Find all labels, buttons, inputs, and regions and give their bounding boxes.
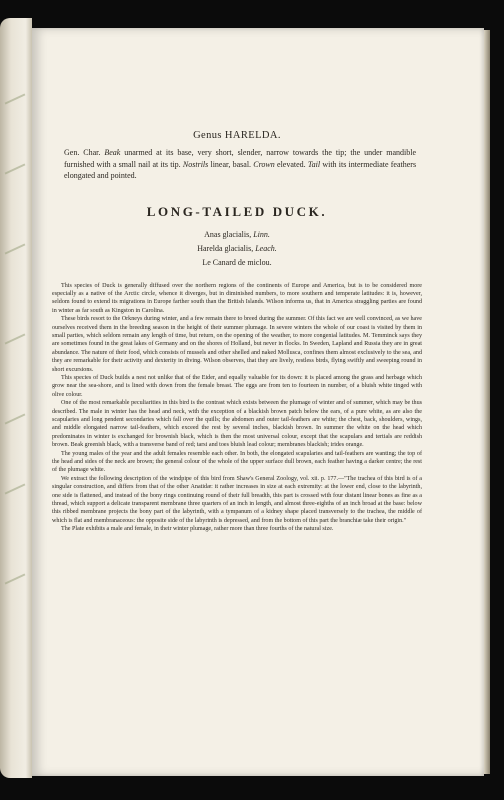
paragraph: The young males of the year and the adult females resemble each other. In both, the elongated scapularies and tail-feathers are wanting; the top of the head and sides of the neck are brown; the general colour of the whole of the upper surface dull brown, each feather having a darker centre; the rest of the plumage white. [52,450,422,474]
crown-text: elevated. [277,159,306,169]
paragraph: This species of Duck builds a nest not unlike that of the Eider, and equally valuable for its down: it is placed among the grass and herbage which grow near the sea-shore, and is lined with down from the female breast. The eggs are from ten to fourteen in number, of a bluish white tinged with olive colour. [52,374,422,398]
paragraph: One of the most remarkable peculiarities in this bird is the contrast which exists between the plumage of winter and of summer, which may be thus described. The male in winter has the head and neck, with the exception of a blackish brown patch below the ears, of a pure white, as are also the scapularies and long pendent secondaries which fall over the quills; the abdomen and outer tail-feathers are white; the chest, back, shoulders, wings, and middle elongated narrow tail-feathers, which exceed the rest by several inches, blackish brown. In summer the white on the head which predominates in winter is exchanged for brownish black, which is then the most universal colour, except that the scapulars and tertials are reddish brown. Beak greenish black, with a transverse band of red; tarsi and toes bluish lead colour; membranes blackish; irides orange. [52,400,422,449]
body-text [52,282,422,534]
synonym-author: Linn. [253,229,270,239]
paragraph: These birds resort to the Orkneys during winter, and a few remain there to breed during the summer. Of this fact we are well convinced, as we have ourselves received them in the breeding season in the height of their summer plumage. In severe winters the whole of our coast is visited by them in small parties, which seldom remain any length of time, but return, on the opening of the weather, to more congenial latitudes. M. Temminck says they are sometimes found in the great lakes of Germany and on the shores of Holland, but never in flocks. In Sweden, Lapland and Russia they are in great abundance. The nature of their food, which consists of mussels and other shelled and naked Mollusca, confines them almost exclusively to the sea, and they are remarkable for their activity and dexterity in diving. Wilson observes, that they are lively, restless birds, flying swiftly and sweeping round in short excursions. [52,316,422,373]
plant-illustration-fragment [5,413,26,424]
paragraph: We extract the following description of the windpipe of this bird from Shaw's General Zoology, vol. xii. p. 177.—"The trachea of this bird is of a singular construction, and differs from that of the other Anatidæ: it rather increases in size at each extremity: at the lower end, close to the labyrinth, one side is flattened, and instead of the bony rings continuing round of their full breadth, this part is crossed with four distant linear bones as fine as a thread, which support a delicate transparent membrane three quarters of an inch in length, and almost three-eighths of an inch broad at the base: below this ribbed membrane projects the bony part of the labyrinth, with a tympanum of a kidney shape placed transversely to the trachea, the middle of which is flat and membranaceous: the opposite side of the labyrinth is depressed, and from the bottom of this part the branchiæ take their origin." [52,475,422,524]
species-title: LONG-TAILED DUCK. [146,203,328,219]
genus-title: Genus HARELDA. [193,130,281,141]
beak-label: Beak [104,148,121,157]
crown-label: Crown [253,159,275,169]
tail-text: with its intermediate feathers elongated and pointed. [64,159,417,180]
paragraph: This species of Duck is generally diffused over the northern regions of the continents of Europe and America, but is to be considered more especially as a native of the Arctic circle, whence it diverges, but in diminished numbers, to more southern and temperate latitudes: it is, however, seldom found to extend its migrations in Europe farther south than the British Islands. Wilson informs us, that in America straggling parties are found in winter as far south as Kingston in Carolina. [52,282,422,314]
facing-page-edge [0,18,32,778]
tail-label: Tail [307,159,321,169]
page-content [52,130,422,534]
plant-illustration-fragment [5,163,26,174]
plant-illustration-fragment [5,93,26,104]
synonym [52,228,422,242]
nostrils-label: Nostrils [182,159,209,169]
plant-illustration-fragment [5,243,26,254]
synonym-name: Anas glacialis, [204,229,252,239]
page-edge [484,30,490,774]
synonym-name: Le Canard de miclou. [202,257,272,267]
synonym-author: Leach. [255,243,277,253]
plant-illustration-fragment [5,483,26,494]
plant-illustration-fragment [5,573,26,584]
synonym-name: Harelda glacialis, [197,243,254,253]
nostrils-text: linear, basal. [210,159,252,169]
genus-characters [64,147,416,182]
beak-text: unarmed at its base, very short, slender, narrow towards the tip; the under mandible furnished with a small nail at its tip. [64,148,417,169]
plant-illustration-fragment [5,333,26,344]
char-label: Gen. Char. [64,148,101,157]
paragraph: The Plate exhibits a male and female, in their winter plumage, rather more than three fourths of the natural size. [61,526,334,533]
synonym [52,242,422,256]
synonym [52,256,422,270]
